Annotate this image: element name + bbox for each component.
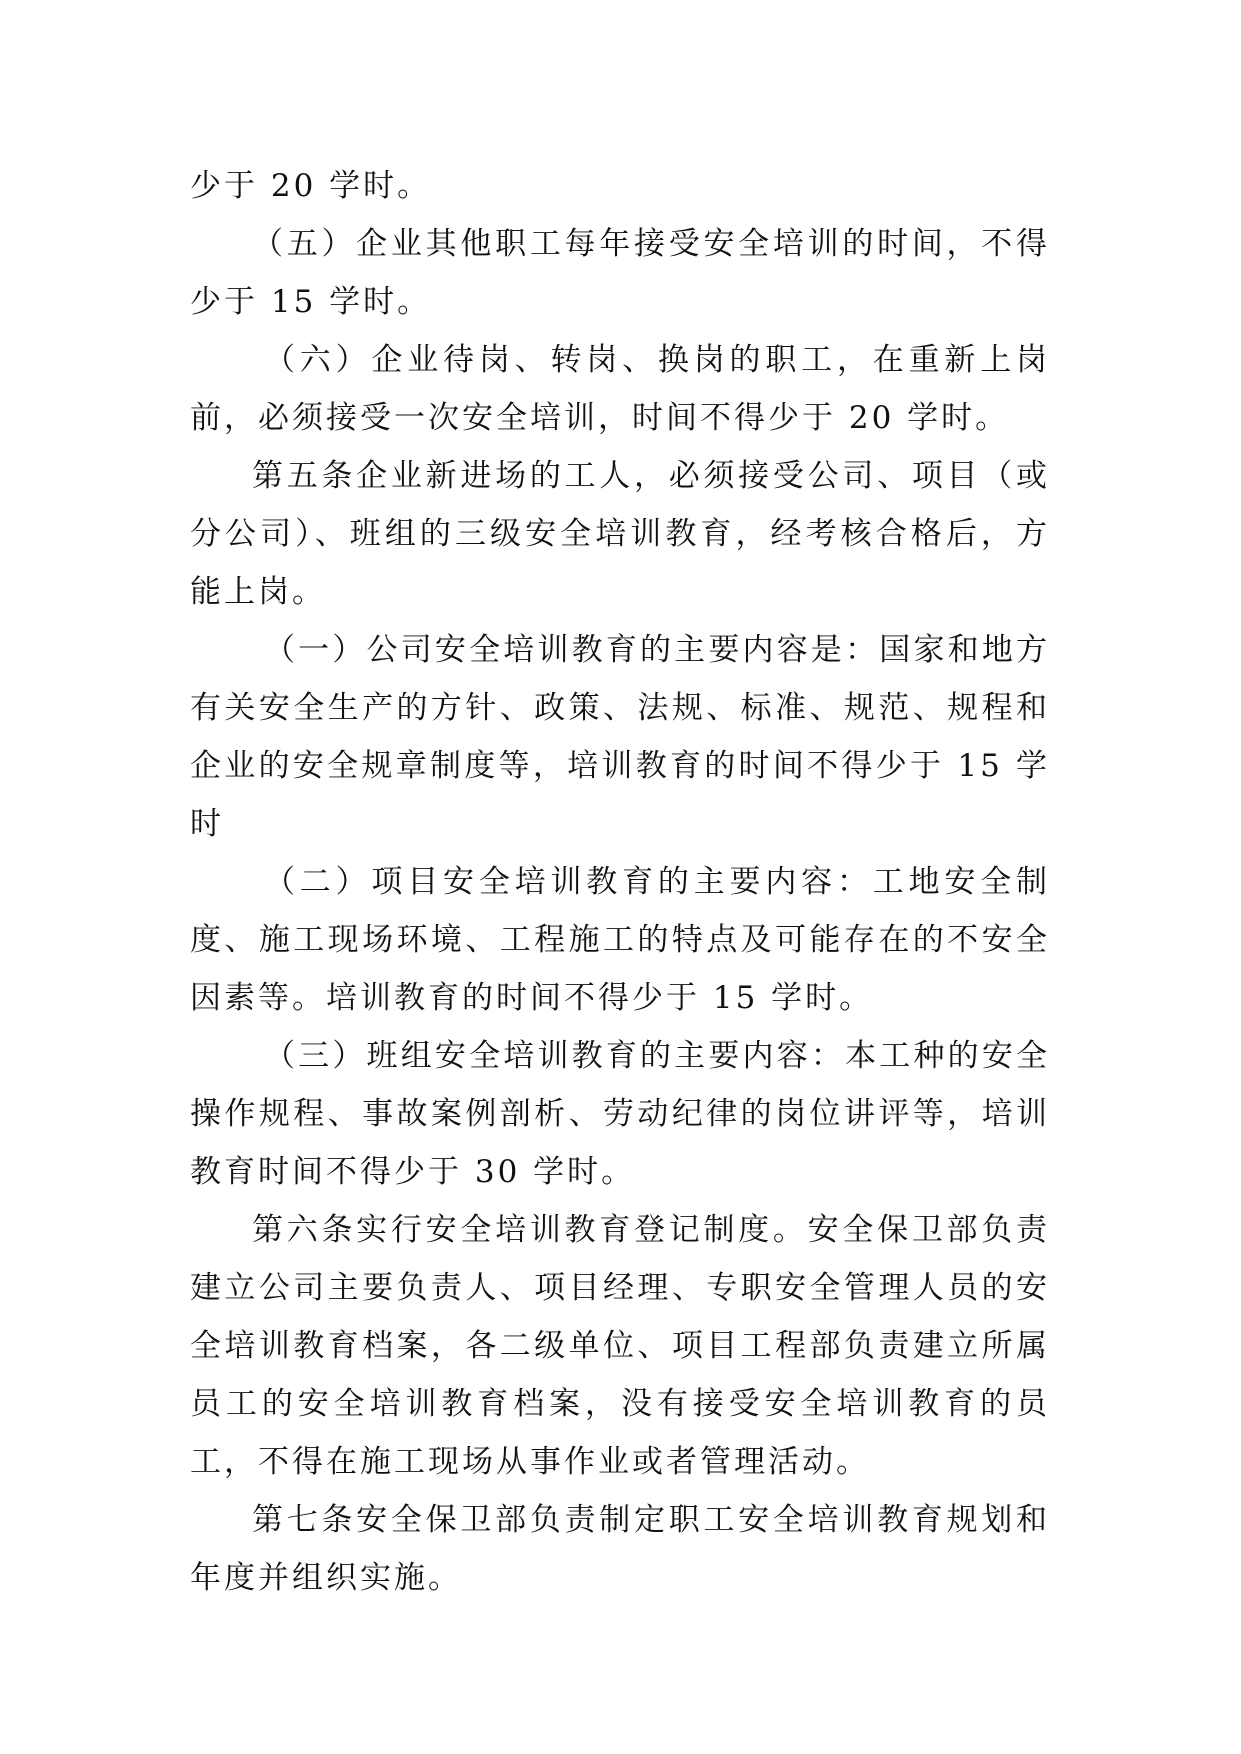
paragraph-article-7: 第七条安全保卫部负责制定职工安全培训教育规划和年度并组织实施。 bbox=[190, 1502, 1050, 1596]
document-body bbox=[190, 157, 1050, 1607]
paragraph-article-5-item-2: （二）项目安全培训教育的主要内容：工地安全制度、施工现场环境、工程施工的特点及可能存在的不安全因素等。培训教育的时间不得少于 15 学时。 bbox=[190, 864, 1050, 1016]
paragraph-article-5: 第五条企业新进场的工人，必须接受公司、项目（或分公司）、班组的三级安全培训教育，经考核合格后，方能上岗。 bbox=[190, 458, 1050, 610]
paragraph-continuation: 少于 20 学时。 bbox=[190, 168, 432, 204]
paragraph-item-5: （五）企业其他职工每年接受安全培训的时间，不得少于 15 学时。 bbox=[190, 226, 1050, 320]
paragraph-article-6: 第六条实行安全培训教育登记制度。安全保卫部负责建立公司主要负责人、项目经理、专职安全管理人员的安全培训教育档案，各二级单位、项目工程部负责建立所属员工的安全培训教育档案，没有接受安全培训教育的员工，不得在施工现场从事作业或者管理活动。 bbox=[190, 1212, 1050, 1480]
paragraph-article-5-item-1: （一）公司安全培训教育的主要内容是：国家和地方有关安全生产的方针、政策、法规、标准、规范、规程和企业的安全规章制度等，培训教育的时间不得少于 15 学时 bbox=[190, 632, 1050, 842]
paragraph-article-5-item-3: （三）班组安全培训教育的主要内容：本工种的安全操作规程、事故案例剖析、劳动纪律的岗位讲评等，培训教育时间不得少于 30 学时。 bbox=[190, 1038, 1050, 1190]
paragraph-item-6: （六）企业待岗、转岗、换岗的职工，在重新上岗前，必须接受一次安全培训，时间不得少于 20 学时。 bbox=[190, 342, 1050, 436]
